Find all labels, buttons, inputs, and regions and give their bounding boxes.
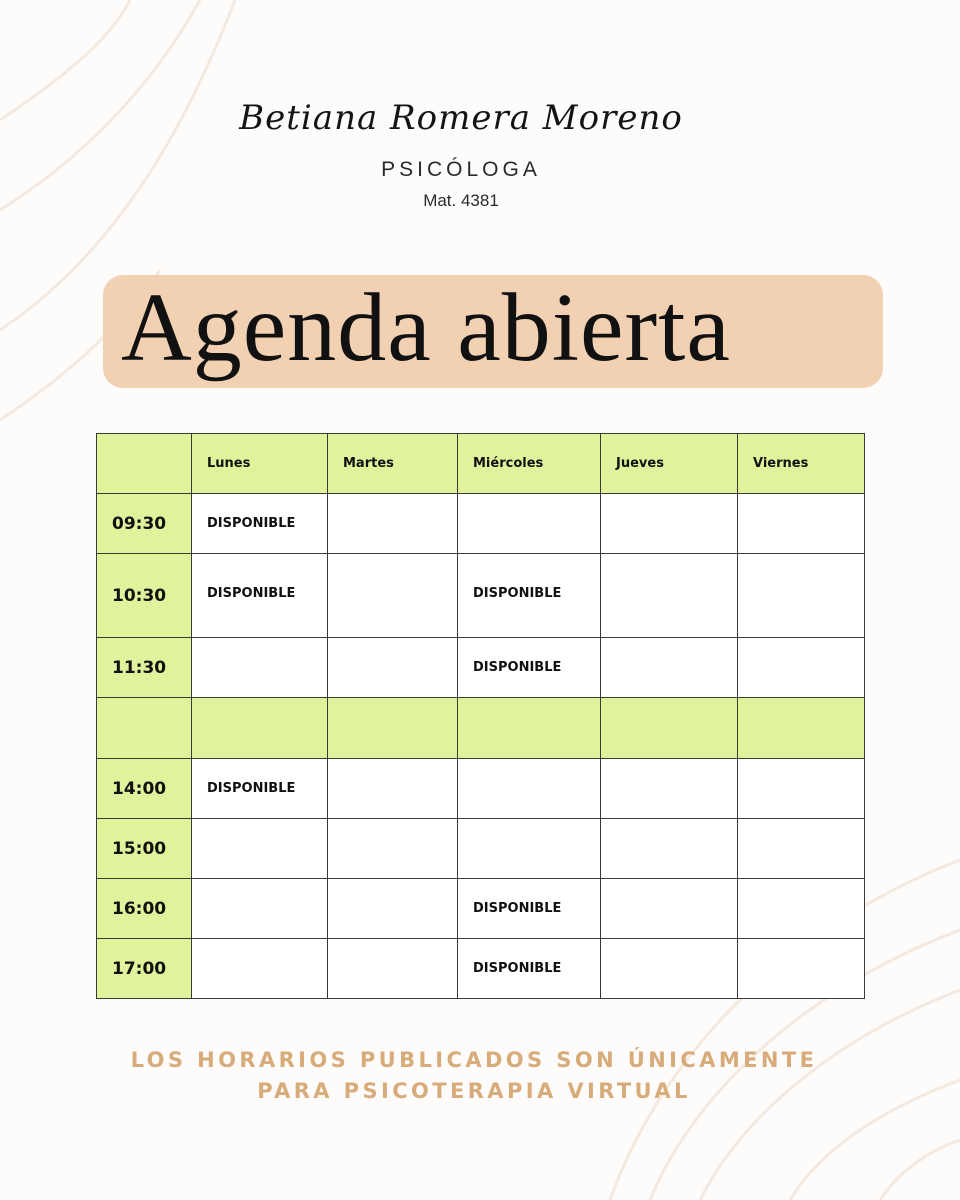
break-row	[97, 698, 865, 759]
slot-cell	[192, 879, 328, 939]
time-label	[97, 698, 192, 759]
slot-cell	[601, 759, 738, 819]
slot-cell	[738, 939, 865, 999]
day-header: Jueves	[601, 434, 738, 494]
slot-cell	[458, 494, 601, 554]
time-label: 17:00	[97, 939, 192, 999]
slot-cell	[738, 638, 865, 698]
schedule-row	[97, 638, 865, 698]
schedule-row	[97, 819, 865, 879]
slot-cell	[738, 554, 865, 638]
slot-cell: DISPONIBLE	[458, 879, 601, 939]
slot-cell	[738, 819, 865, 879]
slot-cell: DISPONIBLE	[192, 494, 328, 554]
slot-cell	[192, 698, 328, 759]
footer-line-2: PARA PSICOTERAPIA VIRTUAL	[257, 1079, 691, 1103]
slot-cell	[328, 879, 458, 939]
schedule-header-row	[97, 434, 865, 494]
slot-cell: DISPONIBLE	[458, 939, 601, 999]
schedule-row	[97, 939, 865, 999]
license-number: Mat. 4381	[423, 191, 499, 210]
schedule-row	[97, 759, 865, 819]
slot-cell	[328, 819, 458, 879]
slot-cell	[192, 638, 328, 698]
time-label: 10:30	[97, 554, 192, 638]
title-banner	[103, 275, 883, 388]
slot-cell	[328, 554, 458, 638]
slot-cell	[458, 698, 601, 759]
slot-cell	[738, 879, 865, 939]
psychologist-name: Betiana Romera Moreno	[239, 98, 683, 138]
time-label: 14:00	[97, 759, 192, 819]
slot-cell: DISPONIBLE	[458, 554, 601, 638]
slot-cell	[601, 879, 738, 939]
schedule-row	[97, 879, 865, 939]
slot-cell	[458, 819, 601, 879]
slot-cell	[192, 819, 328, 879]
slot-cell	[601, 698, 738, 759]
slot-cell	[601, 554, 738, 638]
slot-cell	[192, 939, 328, 999]
slot-cell	[328, 494, 458, 554]
slot-cell	[601, 494, 738, 554]
slot-cell	[328, 759, 458, 819]
slot-cell	[328, 698, 458, 759]
time-label: 15:00	[97, 819, 192, 879]
day-header: Viernes	[738, 434, 865, 494]
time-label: 16:00	[97, 879, 192, 939]
day-header: Lunes	[192, 434, 328, 494]
slot-cell	[328, 939, 458, 999]
banner-title: Agenda abierta	[121, 274, 731, 382]
slot-cell: DISPONIBLE	[192, 759, 328, 819]
footer-line-1: LOS HORARIOS PUBLICADOS SON ÚNICAMENTE	[130, 1048, 818, 1072]
time-label: 09:30	[97, 494, 192, 554]
header-corner-cell	[97, 434, 192, 494]
slot-cell	[738, 494, 865, 554]
slot-cell	[738, 759, 865, 819]
schedule-row	[97, 554, 865, 638]
schedule-table	[96, 433, 865, 999]
day-header: Martes	[328, 434, 458, 494]
slot-cell	[601, 819, 738, 879]
slot-cell	[738, 698, 865, 759]
slot-cell: DISPONIBLE	[458, 638, 601, 698]
slot-cell: DISPONIBLE	[192, 554, 328, 638]
footer-note	[0, 1045, 948, 1107]
slot-cell	[328, 638, 458, 698]
profession-title: PSICÓLOGA	[381, 158, 541, 181]
day-header: Miércoles	[458, 434, 601, 494]
time-label: 11:30	[97, 638, 192, 698]
slot-cell	[601, 939, 738, 999]
slot-cell	[458, 759, 601, 819]
slot-cell	[601, 638, 738, 698]
schedule-row	[97, 494, 865, 554]
